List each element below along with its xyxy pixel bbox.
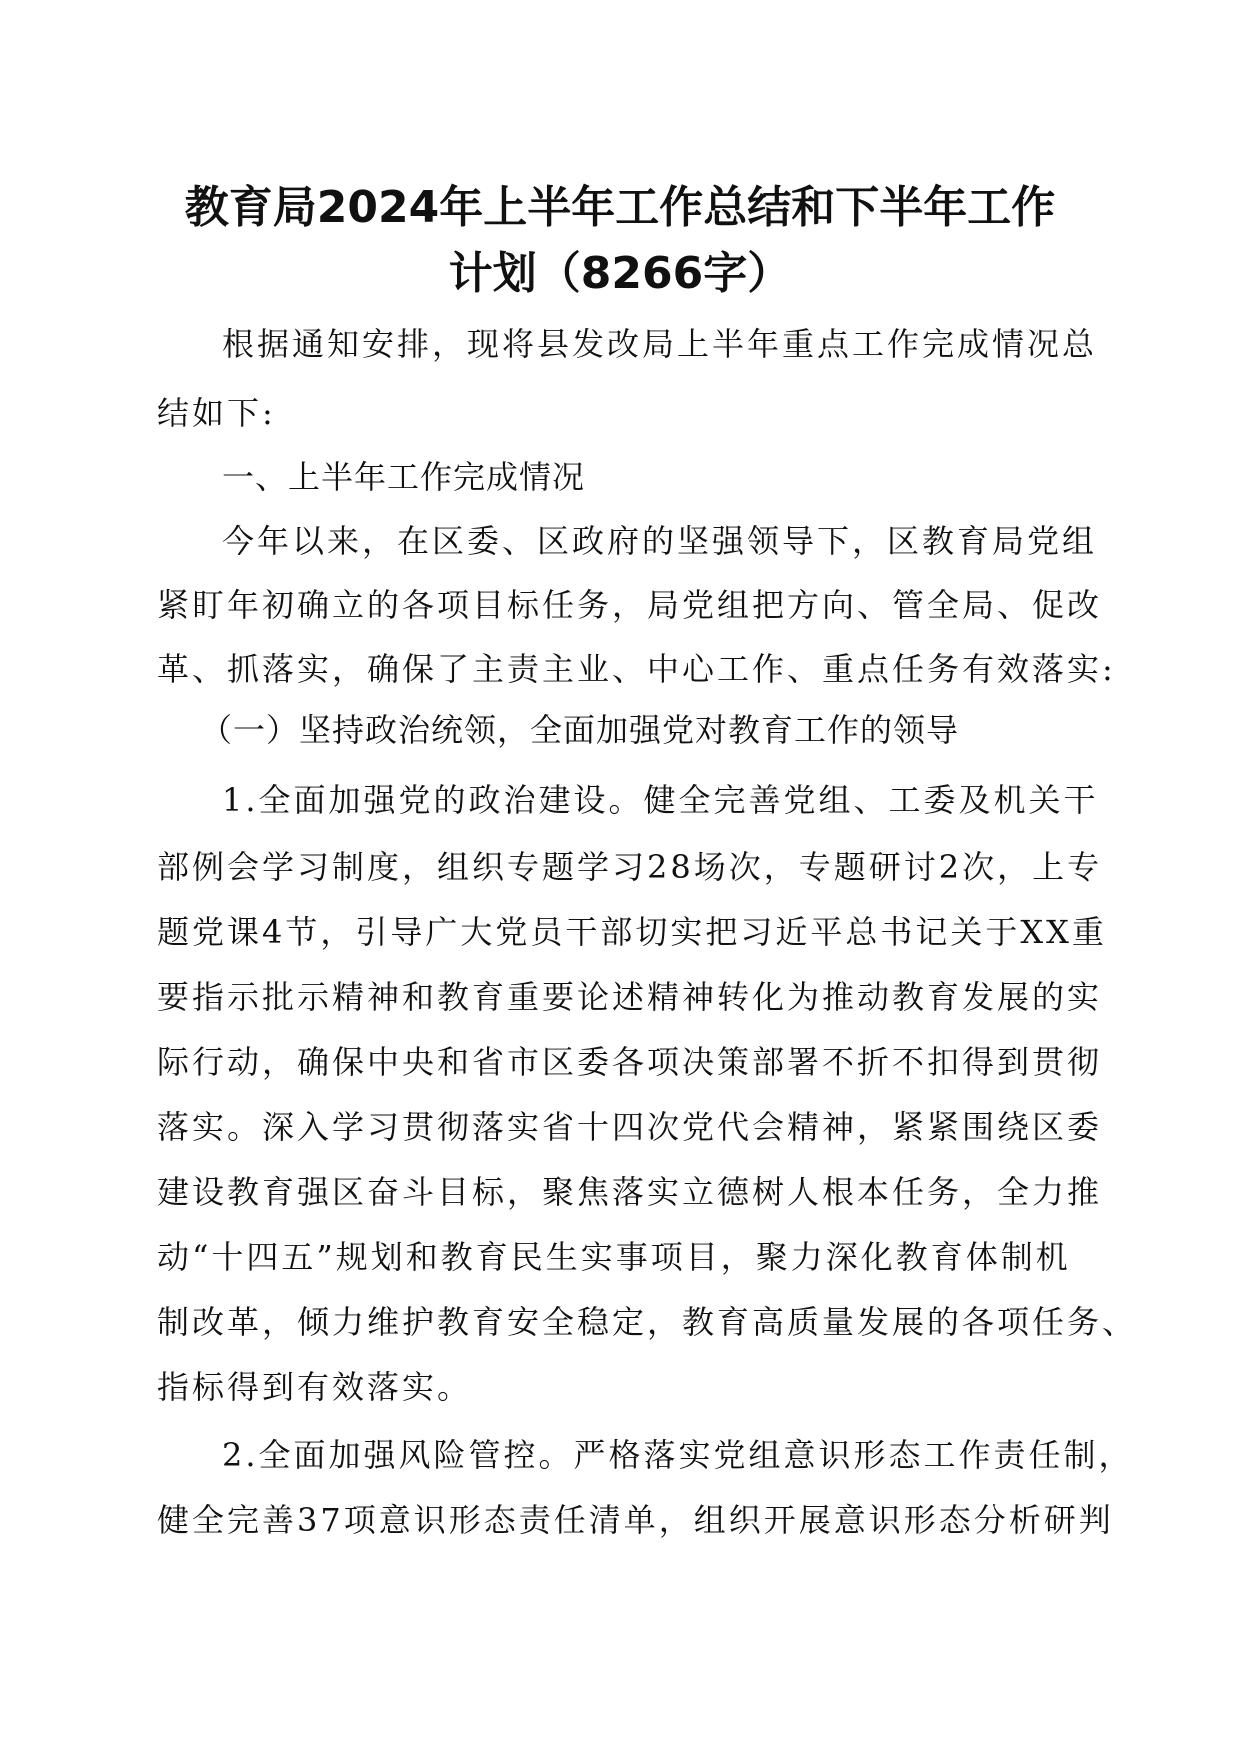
intro-line-2: 结如下: xyxy=(157,394,276,432)
paragraph-line: 指标得到有效落实。 xyxy=(157,1368,473,1406)
subsection-heading-1: （一）坚持政治统领，全面加强党对教育工作的领导 xyxy=(200,711,960,749)
intro-line-1: 根据通知安排，现将县发改局上半年重点工作完成情况总 xyxy=(222,325,1098,363)
paragraph-line: 健全完善37项意识形态责任清单，组织开展意识形态分析研判 xyxy=(157,1501,1114,1539)
paragraph-line: 紧盯年初确立的各项目标任务，局党组把方向、管全局、促改 xyxy=(157,586,1103,624)
paragraph-line: 题党课4节，引导广大党员干部切实把习近平总书记关于XX重 xyxy=(157,913,1107,951)
paragraph-line: 要指示批示精神和教育重要论述精神转化为推动教育发展的实 xyxy=(157,978,1103,1016)
paragraph-line: 际行动，确保中央和省市区委各项决策部署不折不扣得到贯彻 xyxy=(157,1043,1103,1081)
paragraph-line: 今年以来，在区委、区政府的坚强领导下，区教育局党组 xyxy=(222,522,1098,560)
document-title-line-2: 计划（8266字） xyxy=(448,248,792,299)
paragraph-line: 2.全面加强风险管控。严格落实党组意识形态工作责任制， xyxy=(222,1436,1134,1474)
paragraph-line: 动“十四五”规划和教育民生实事项目，聚力深化教育体制机 xyxy=(157,1238,1071,1276)
paragraph-line: 1.全面加强党的政治建设。健全完善党组、工委及机关干 xyxy=(222,781,1099,819)
paragraph-line: 部例会学习制度，组织专题学习28场次，专题研讨2次，上专 xyxy=(157,848,1103,886)
paragraph-line: 革、抓落实，确保了主责主业、中心工作、重点任务有效落实: xyxy=(157,650,1116,688)
section-heading-1: 一、上半年工作完成情况 xyxy=(222,458,586,496)
paragraph-line: 制改革，倾力维护教育安全稳定，教育高质量发展的各项任务、 xyxy=(157,1303,1138,1341)
paragraph-line: 落实。深入学习贯彻落实省十四次党代会精神，紧紧围绕区委 xyxy=(157,1108,1103,1146)
paragraph-line: 建设教育强区奋斗目标，聚焦落实立德树人根本任务，全力推 xyxy=(157,1173,1103,1211)
document-title-line-1: 教育局2024年上半年工作总结和下半年工作 xyxy=(184,182,1056,233)
